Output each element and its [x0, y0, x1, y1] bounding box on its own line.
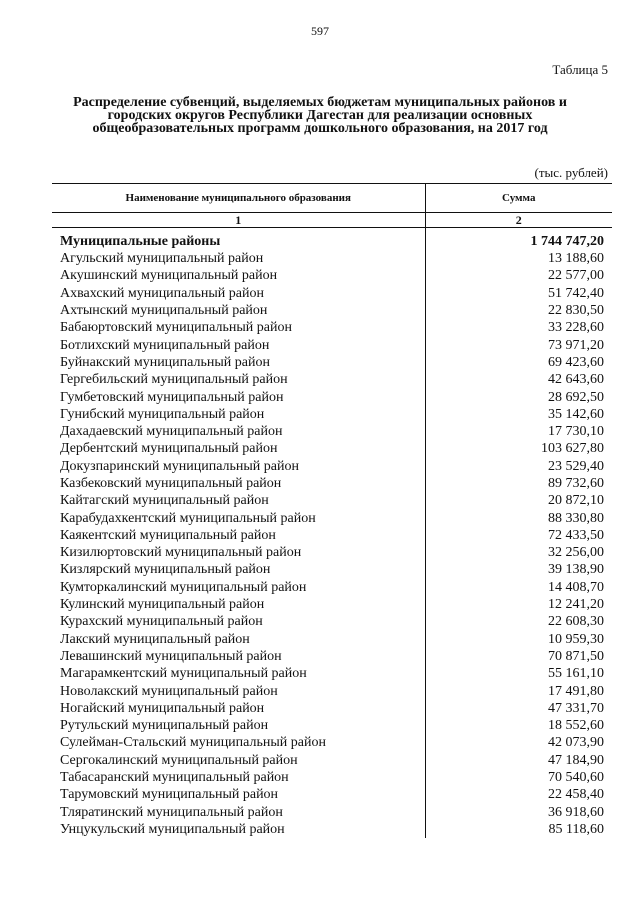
page-number: 597 [311, 24, 329, 38]
district-name: Тарумовский муниципальный район [52, 786, 425, 803]
table-label: Таблица 5 [552, 62, 608, 77]
table-row [52, 285, 612, 302]
table-row [52, 509, 612, 526]
district-sum: 88 330,80 [548, 510, 604, 526]
district-name: Карабудахкентский муниципальный район [52, 509, 425, 526]
table-row [52, 527, 612, 544]
district-sum: 39 138,90 [548, 562, 604, 578]
district-sum: 28 692,50 [548, 389, 604, 405]
table-row [52, 475, 612, 492]
table-row [52, 665, 612, 682]
table-row [52, 267, 612, 284]
district-sum: 47 331,70 [548, 700, 604, 716]
district-sum: 17 491,80 [548, 683, 604, 699]
table-row [52, 354, 612, 371]
district-name: Ахвахский муниципальный район [52, 285, 425, 302]
district-sum: 35 142,60 [548, 406, 604, 422]
district-sum: 51 742,40 [548, 285, 604, 301]
table-row [52, 717, 612, 734]
table-row [52, 596, 612, 613]
district-sum: 22 458,40 [548, 787, 604, 803]
subvention-table [52, 183, 612, 838]
district-sum: 10 959,30 [548, 631, 604, 647]
district-name: Унцукульский муниципальный район [52, 821, 425, 838]
district-sum: 12 241,20 [548, 597, 604, 613]
district-sum: 103 627,80 [541, 441, 604, 457]
table-row [52, 613, 612, 630]
table-row [52, 734, 612, 751]
district-sum: 22 830,50 [548, 303, 604, 319]
table-row [52, 682, 612, 699]
district-name: Ботлихский муниципальный район [52, 336, 425, 353]
district-name: Магарамкентский муниципальный район [52, 665, 425, 682]
district-sum: 73 971,20 [548, 337, 604, 353]
district-name: Гергебильский муниципальный район [52, 371, 425, 388]
table-row [52, 319, 612, 336]
district-name: Казбековский муниципальный район [52, 475, 425, 492]
district-sum: 89 732,60 [548, 476, 604, 491]
district-sum: 33 228,60 [548, 320, 604, 336]
group-sum: 1 744 747,20 [530, 234, 604, 249]
district-sum: 47 184,90 [548, 752, 604, 768]
district-sum: 72 433,50 [548, 527, 604, 543]
table-row [52, 336, 612, 353]
district-sum: 22 608,30 [548, 614, 604, 630]
column-number-2: 2 [425, 213, 612, 228]
district-sum: 42 073,90 [548, 735, 604, 751]
district-name: Кулинский муниципальный район [52, 596, 425, 613]
district-name: Кизлярский муниципальный район [52, 561, 425, 578]
table-row [52, 423, 612, 440]
table-row [52, 561, 612, 578]
district-name: Сулейман-Стальский муниципальный район [52, 734, 425, 751]
district-sum: 85 118,60 [548, 821, 604, 837]
district-name: Сергокалинский муниципальный район [52, 752, 425, 769]
district-name: Курахский муниципальный район [52, 613, 425, 630]
table-row [52, 406, 612, 423]
district-name: Гунибский муниципальный район [52, 406, 425, 423]
district-sum: 13 188,60 [548, 251, 604, 267]
district-sum: 42 643,60 [548, 372, 604, 388]
district-name: Кайтагский муниципальный район [52, 492, 425, 509]
table-row [52, 440, 612, 457]
table-row [52, 302, 612, 319]
district-name: Лакский муниципальный район [52, 631, 425, 648]
table-row [52, 371, 612, 388]
district-sum: 23 529,40 [548, 458, 604, 474]
district-name: Ахтынский муниципальный район [52, 302, 425, 319]
group-name: Муниципальные районы [52, 228, 425, 251]
table-row [52, 388, 612, 405]
table-row [52, 700, 612, 717]
district-sum: 69 423,60 [548, 354, 604, 370]
table-row [52, 631, 612, 648]
district-name: Кумторкалинский муниципальный район [52, 579, 425, 596]
district-sum: 70 540,60 [548, 770, 604, 786]
district-sum: 32 256,00 [548, 545, 604, 561]
district-name: Новолакский муниципальный район [52, 682, 425, 699]
district-sum: 70 871,50 [548, 648, 604, 664]
header-name: Наименование муниципального образования [52, 184, 425, 213]
district-sum: 55 161,10 [548, 666, 604, 682]
district-name: Дербентский муниципальный район [52, 440, 425, 457]
district-name: Кизилюртовский муниципальный район [52, 544, 425, 561]
district-name: Докузпаринский муниципальный район [52, 458, 425, 475]
district-name: Ногайский муниципальный район [52, 700, 425, 717]
district-name: Агульский муниципальный район [52, 250, 425, 267]
district-sum: 14 408,70 [548, 579, 604, 595]
district-name: Каякентский муниципальный район [52, 527, 425, 544]
document-title: Распределение субвенций, выделяемых бюджетам муниципальных районов и городских округов Республики Дагестан для реализации основных общеобразовательных программ дошкольного образования, на 2017 год [73, 95, 567, 136]
table-row [52, 579, 612, 596]
district-sum: 17 730,10 [548, 424, 604, 440]
column-number-1: 1 [52, 213, 425, 228]
district-sum: 20 872,10 [548, 493, 604, 509]
table-row [52, 544, 612, 561]
district-name: Акушинский муниципальный район [52, 267, 425, 284]
table-row [52, 250, 612, 267]
header-sum: Сумма [425, 184, 612, 213]
units-label: (тыс. рублей) [534, 165, 608, 180]
table-row [52, 752, 612, 769]
district-sum: 18 552,60 [548, 718, 604, 734]
district-sum: 22 577,00 [548, 268, 604, 284]
district-name: Гумбетовский муниципальный район [52, 388, 425, 405]
district-name: Тляратинский муниципальный район [52, 804, 425, 821]
district-name: Бабаюртовский муниципальный район [52, 319, 425, 336]
district-sum: 36 918,60 [548, 804, 604, 820]
district-name: Левашинский муниципальный район [52, 648, 425, 665]
table-row [52, 821, 612, 838]
table-row [52, 786, 612, 803]
table-row [52, 769, 612, 786]
group-row [52, 228, 612, 251]
table-row [52, 458, 612, 475]
table-row [52, 648, 612, 665]
district-name: Дахадаевский муниципальный район [52, 423, 425, 440]
district-name: Буйнакский муниципальный район [52, 354, 425, 371]
table-row [52, 492, 612, 509]
table-row [52, 804, 612, 821]
district-name: Рутульский муниципальный район [52, 717, 425, 734]
district-name: Табасаранский муниципальный район [52, 769, 425, 786]
